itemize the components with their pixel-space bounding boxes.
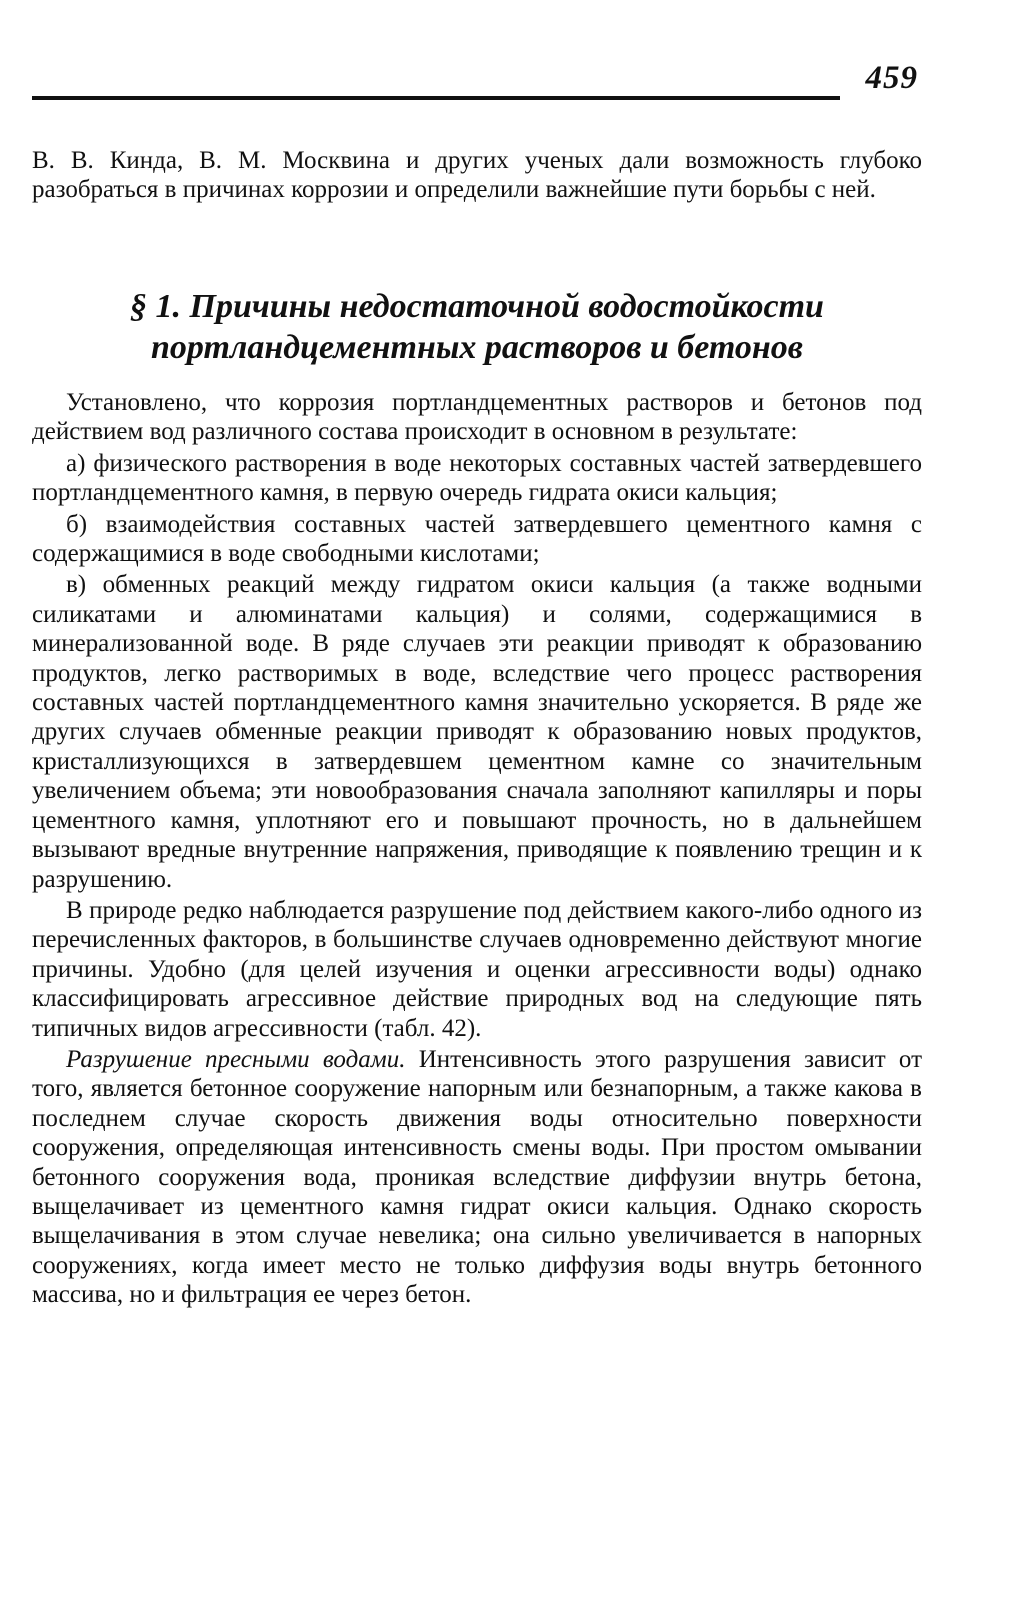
section-body xyxy=(32,388,922,1310)
list-item-c: в) обменных реакций между гидратом окиси кальция (а также водными силикатами и алюминатами кальция) и солями, содержащимися в минерализованной воде. В ряде случаев эти реакции приводят к образованию продуктов, легко растворимых в воде, вследствие чего процесс растворения составных частей портландцементного камня значительно ускоряется. В ряде же других случаев обменные реакции приводят к образованию новых продуктов, кристаллизующихся в затвердевшем цементном камне со значительным увеличением объема; эти новообразования сначала заполняют капилляры и поры цементного камня, уплотняют его и повышают прочность, но в дальнейшем вызывают вредные внутренние напряжения, приводящие к появлению трещин и к разрушению. xyxy=(32,571,922,893)
header-rule xyxy=(32,96,840,100)
section-heading-line-1: § 1. Причины недостаточной водостойкости xyxy=(130,288,824,325)
page-header xyxy=(32,58,922,108)
page-number: 459 xyxy=(865,60,918,96)
list-item-a: а) физического растворения в воде некоторых составных частей затвердевшего портландцементного камня, в первую очередь гидрата окиси кальция; xyxy=(32,449,922,507)
list-item-b: б) взаимодействия составных частей затвердевшего цементного камня с содержащимися в воде свободными кислотами; xyxy=(32,510,922,568)
section-heading-line-2: портландцементных растворов и бетонов xyxy=(151,329,803,366)
fresh-water-text: Интенсивность этого разрушения зависит от того, является бетонное сооружение напорным или безнапорным, а также какова в последнем случае скорость движения воды относительно поверхности сооружения, определяющая интенсивность смены воды. При простом омывании бетонного сооружения вода, проникая вследствие диффузии внутрь бетона, выщелачивает из цементного камня гидрат окиси кальция. Однако скорость выщелачивания в этом случае невелика; она сильно увеличивается в напорных сооружениях, когда имеет место не только диффузия воды внутрь бетонного массива, но и фильтрация ее через бетон. xyxy=(32,1045,922,1309)
book-page xyxy=(32,0,922,1600)
fresh-water-run-in-title: Разрушение пресными водами. xyxy=(66,1045,406,1073)
intro-paragraph: Установлено, что коррозия портландцементных растворов и бетонов под действием вод различного состава происходит в основном в результате: xyxy=(32,389,922,446)
nature-paragraph: В природе редко наблюдается разрушение под действием какого-либо одного из перечисленных факторов, в большинстве случаев одновременно действуют многие причины. Удобно (для целей изучения и оценки агрессивности воды) однако классифицировать агрессивное действие природных вод на следующие пять типичных видов агрессивности (табл. 42). xyxy=(32,896,922,1042)
lead-paragraph: В. В. Кинда, В. М. Москвина и других ученых дали возможность глубоко разобраться в причинах коррозии и определили важнейшие пути борьбы с ней. xyxy=(32,147,922,204)
fresh-water-paragraph xyxy=(32,1045,922,1310)
section-heading xyxy=(32,286,922,368)
